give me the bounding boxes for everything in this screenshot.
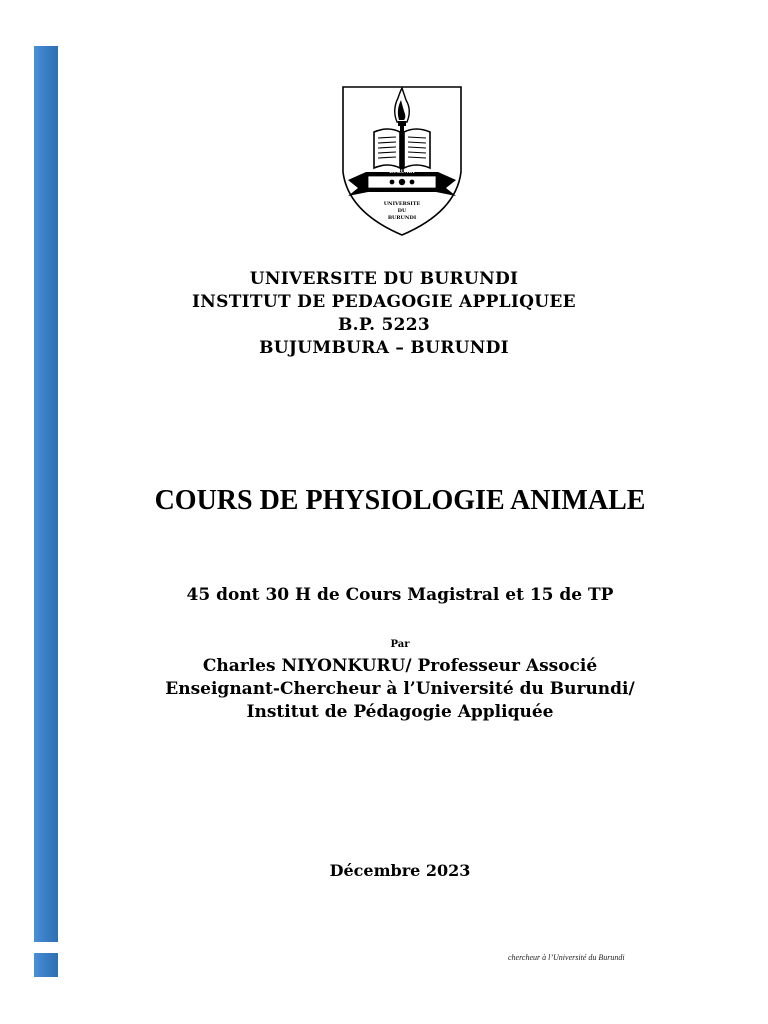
course-hours: 45 dont 30 H de Cours Magistral et 15 de TP — [186, 585, 614, 605]
postal-box: B.P. 5223 — [337, 315, 431, 335]
author-institute: Institut de Pédagogie Appliquée — [246, 702, 554, 722]
svg-text:DU: DU — [397, 208, 407, 214]
svg-text:BURUNDI: BURUNDI — [387, 215, 417, 221]
course-title: COURS DE PHYSIOLOGIE ANIMALE — [154, 485, 646, 516]
side-accent-square — [34, 953, 58, 977]
publication-date: Décembre 2023 — [329, 861, 471, 880]
university-name: UNIVERSITE DU BURUNDI — [249, 269, 519, 289]
institute-name: INSTITUT DE PEDAGOGIE APPLIQUEE — [192, 292, 576, 312]
footer-note: chercheur à l’Université du Burundi — [508, 953, 625, 962]
city-country: BUJUMBURA – BURUNDI — [259, 338, 509, 358]
author-name: Charles NIYONKURU/ Professeur Associé — [202, 656, 598, 676]
institution-header — [0, 268, 768, 360]
svg-text:BURUNDI: BURUNDI — [389, 170, 415, 175]
author-block — [0, 655, 768, 724]
by-label: Par — [390, 639, 410, 650]
author-role: Enseignant-Chercheur à l’Université du Burundi/ — [165, 679, 635, 699]
svg-text:UNIVERSITE: UNIVERSITE — [383, 201, 421, 207]
university-crest-icon — [340, 84, 464, 238]
